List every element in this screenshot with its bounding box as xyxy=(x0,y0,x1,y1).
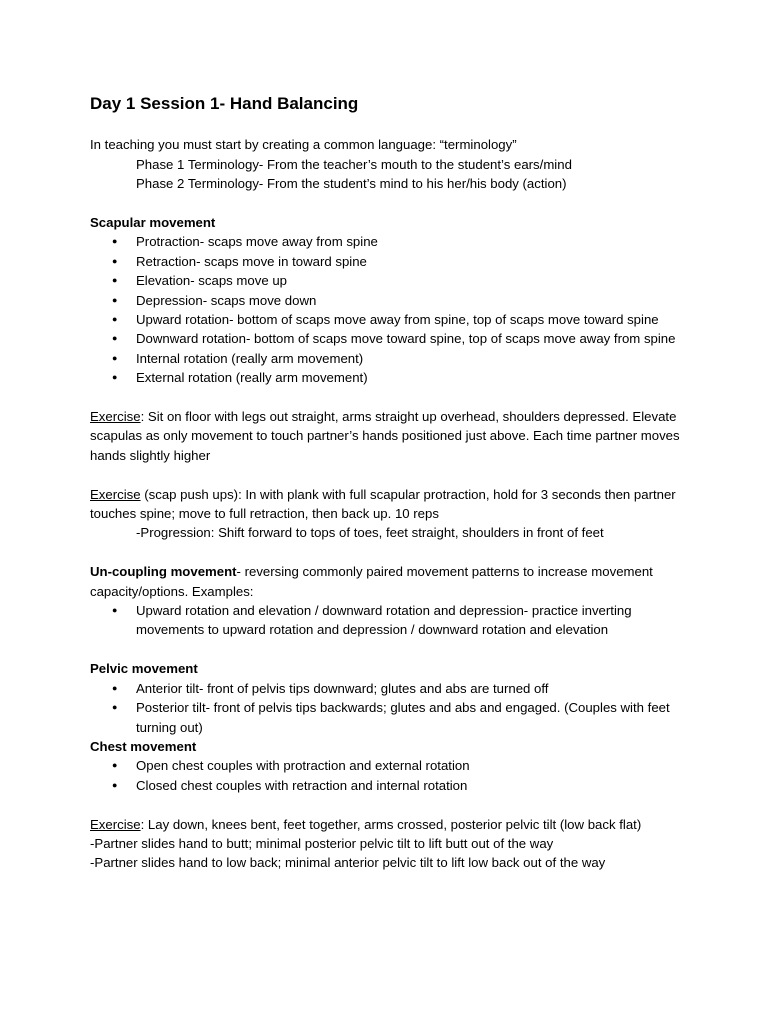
intro-phase-1: Phase 1 Terminology- From the teacher’s mouth to the student’s ears/mind xyxy=(136,156,572,172)
list-item: ● Posterior tilt- front of pelvis tips backwards; glutes and abs and engaged. (Couples with feet turning out) xyxy=(90,698,690,737)
exercise-3 xyxy=(90,815,690,834)
list-item: ● Upward rotation- bottom of scaps move away from spine, top of scaps move toward spine xyxy=(90,310,690,329)
list-item: ● Upward rotation and elevation / downward rotation and depression- practice inverting movements to upward rotation and depression / downward rotation and elevation xyxy=(90,601,690,640)
list-item: ● Elevation- scaps move up xyxy=(90,271,690,290)
list-item: ● External rotation (really arm movement) xyxy=(90,368,690,387)
pelvic-list xyxy=(90,679,690,737)
document-body xyxy=(90,92,690,873)
exercise-text: : Sit on floor with legs out straight, arms straight up overhead, shoulders depressed. Elevate scapulas as only movement to touch partner’s hands positioned just above. Each time partner moves hands slightly higher xyxy=(90,409,680,463)
uncoupling-paragraph xyxy=(90,562,690,601)
exercise-label: Exercise xyxy=(90,486,141,502)
chest-heading: Chest movement xyxy=(90,738,197,754)
list-item: ● Internal rotation (really arm movement) xyxy=(90,349,690,368)
list-item: ● Closed chest couples with retraction and internal rotation xyxy=(90,776,690,795)
exercise-1 xyxy=(90,407,690,465)
exercise-label: Exercise xyxy=(90,816,141,832)
exercise-text: (scap push ups): In with plank with full scapular protraction, hold for 3 seconds then partner touches spine; move to full retraction, then back up. 10 reps xyxy=(90,486,676,522)
list-item: ● Protraction- scaps move away from spine xyxy=(90,232,690,251)
intro-line: In teaching you must start by creating a common language: “terminology” xyxy=(90,137,517,153)
uncoupling-heading: Un-coupling movement xyxy=(90,564,237,580)
exercise-2 xyxy=(90,485,690,524)
scapular-heading: Scapular movement xyxy=(90,215,216,230)
exercise-2-progression: -Progression: Shift forward to tops of toes, feet straight, shoulders in front of feet xyxy=(136,525,604,541)
uncoupling-list xyxy=(90,601,690,640)
pelvic-heading: Pelvic movement xyxy=(90,661,198,677)
scapular-list xyxy=(90,232,690,387)
chest-list xyxy=(90,756,690,795)
exercise-label: Exercise xyxy=(90,409,141,425)
list-item: ● Anterior tilt- front of pelvis tips downward; glutes and abs are turned off xyxy=(90,679,690,698)
list-item: ● Depression- scaps move down xyxy=(90,291,690,310)
exercise-text: : Lay down, knees bent, feet together, arms crossed, posterior pelvic tilt (low back flat) xyxy=(140,816,642,832)
page-title: Day 1 Session 1- Hand Balancing xyxy=(90,94,359,113)
list-item: ● Downward rotation- bottom of scaps move toward spine, top of scaps move away from spine xyxy=(90,329,690,348)
list-item: ● Retraction- scaps move in toward spine xyxy=(90,252,690,271)
uncoupling-text: - reversing commonly paired movement patterns to increase movement capacity/options. Examples: xyxy=(90,564,653,599)
exercise-3-line-3: -Partner slides hand to low back; minimal anterior pelvic tilt to lift low back out of the way xyxy=(90,855,606,871)
list-item: ● Open chest couples with protraction and external rotation xyxy=(90,756,690,775)
exercise-3-line-2: -Partner slides hand to butt; minimal posterior pelvic tilt to lift butt out of the way xyxy=(90,835,554,851)
intro-phase-2: Phase 2 Terminology- From the student’s mind to his her/his body (action) xyxy=(136,176,567,192)
